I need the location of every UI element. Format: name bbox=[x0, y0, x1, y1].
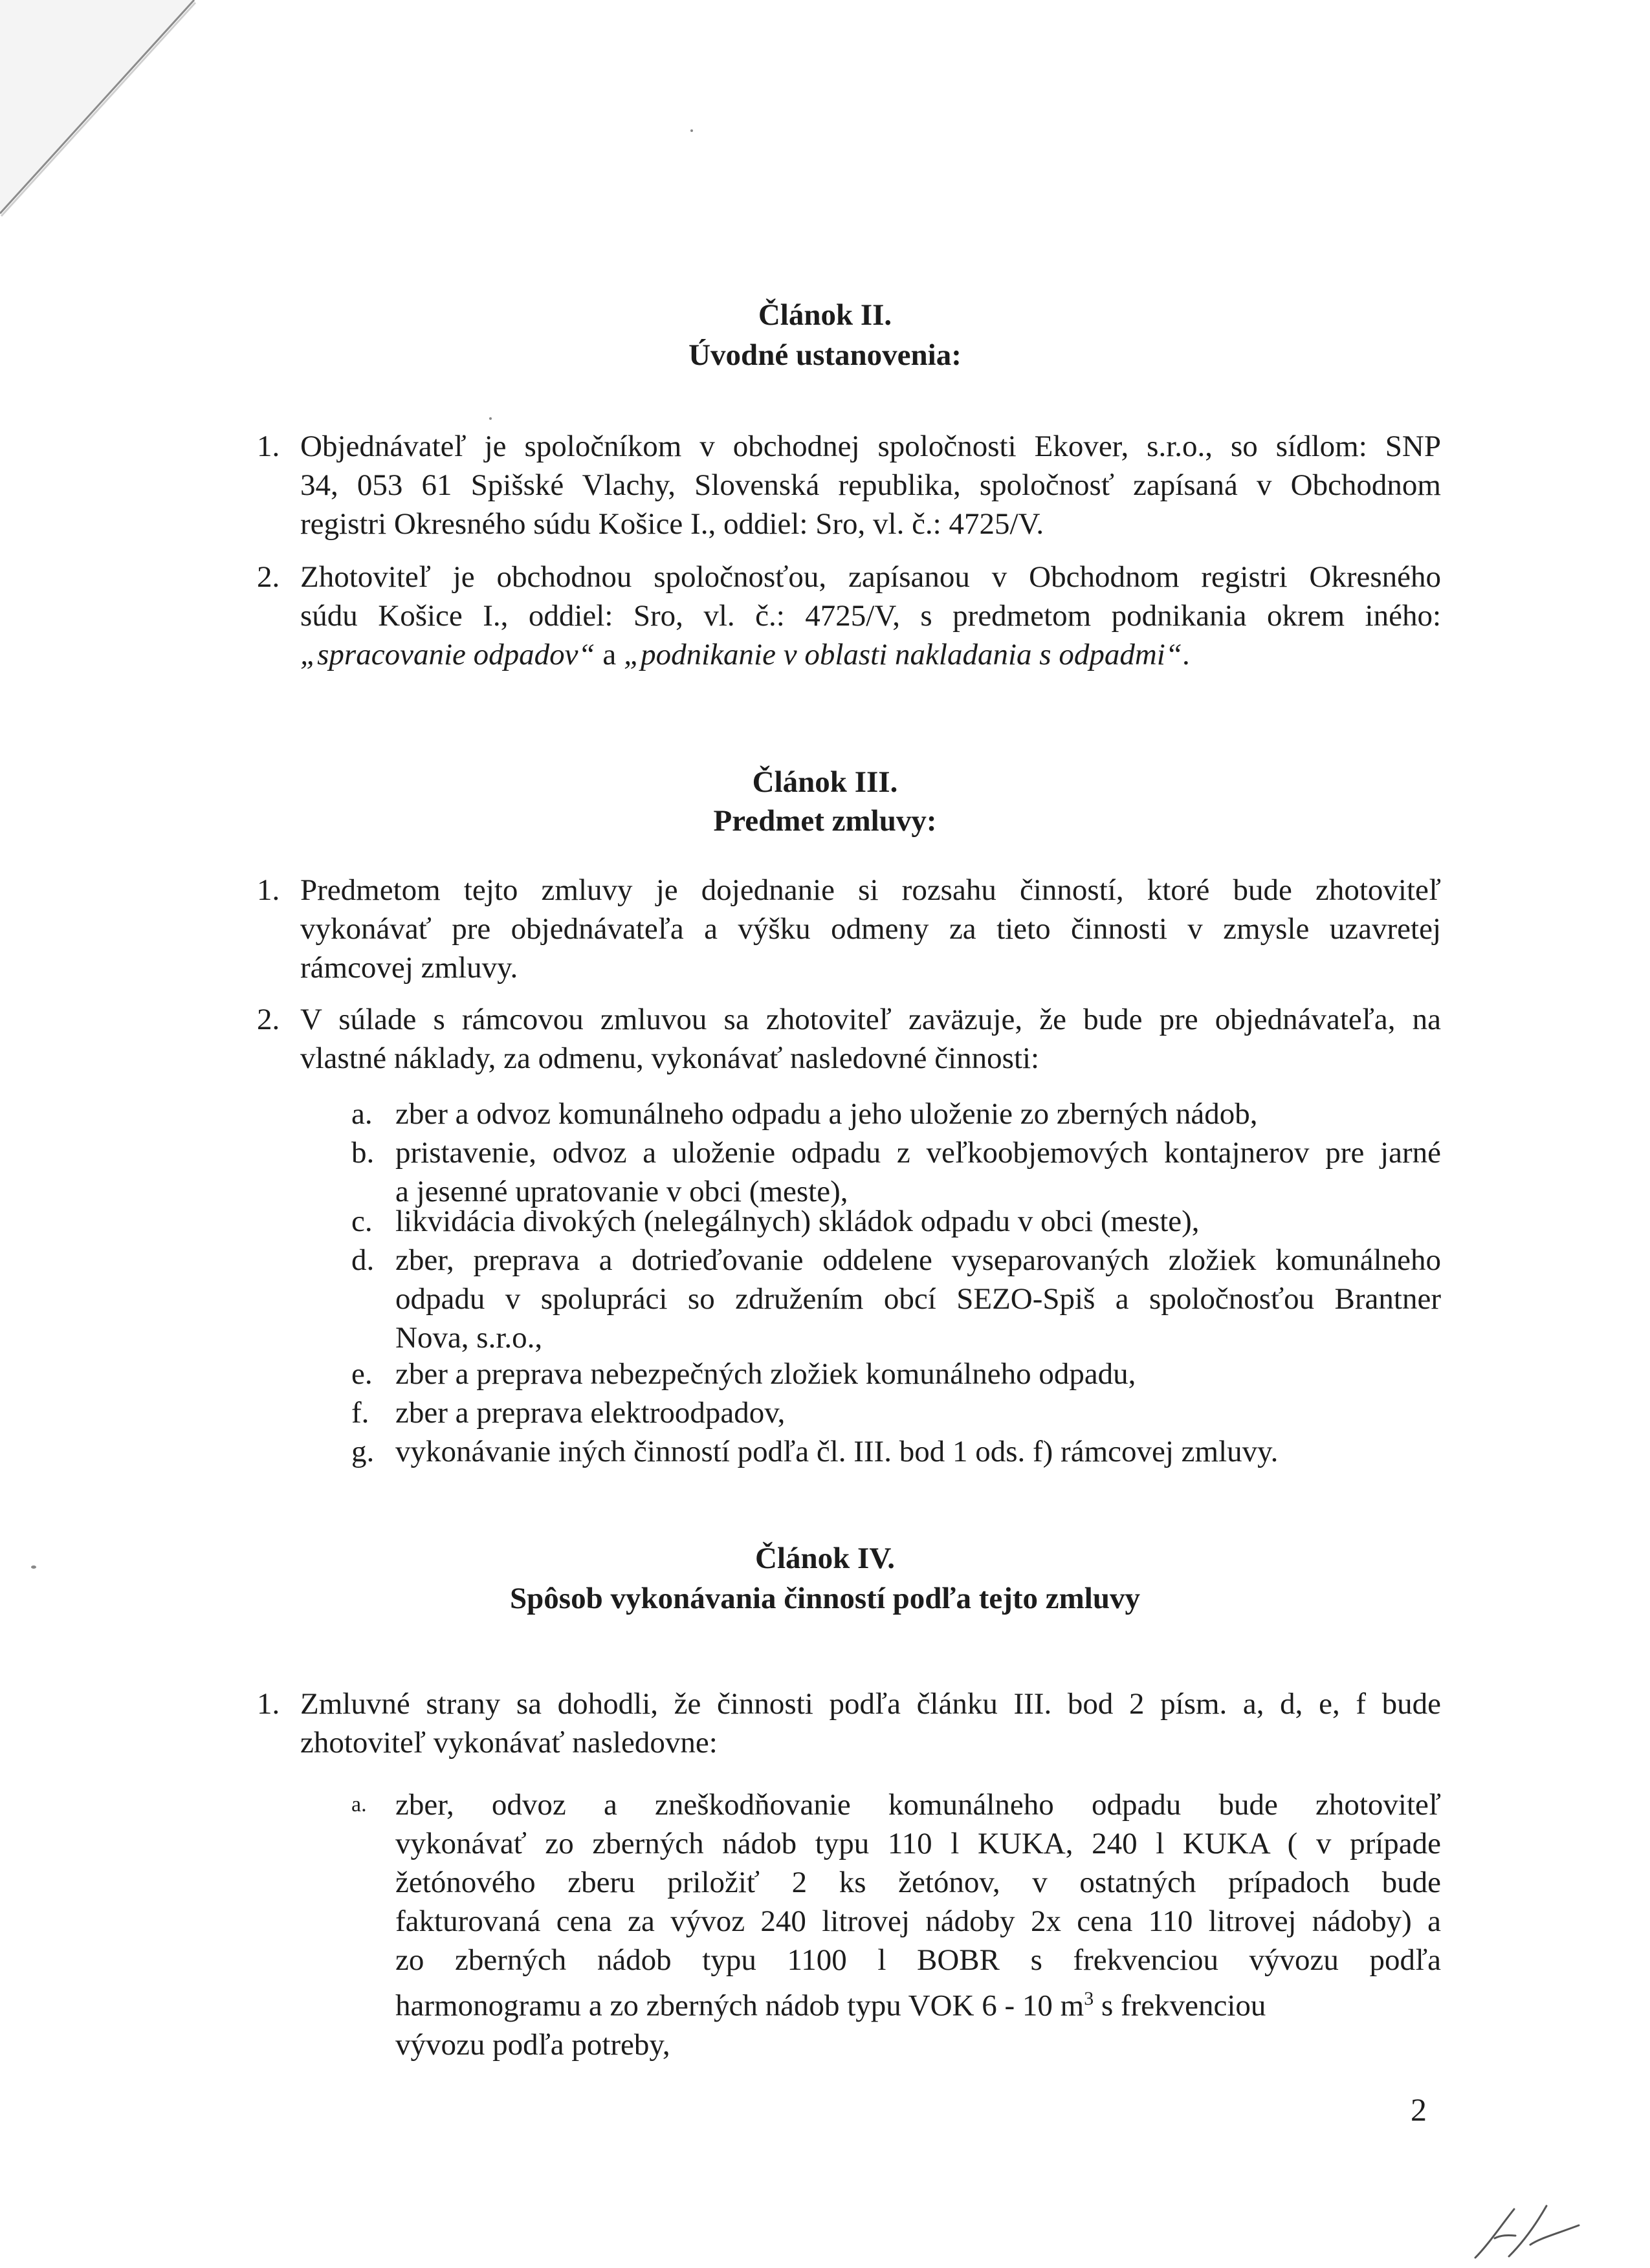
scan-speck bbox=[489, 417, 492, 420]
text-line bbox=[300, 635, 1441, 674]
item-number: 1. bbox=[257, 1687, 280, 1721]
text-fragment: harmonogramu a zo zberných nádob typu VOK 6 - 10 m bbox=[395, 1989, 1084, 2023]
scan-speck bbox=[690, 129, 693, 132]
item-number: 1. bbox=[257, 430, 280, 463]
article-2-title: Článok II. bbox=[758, 298, 892, 332]
text-line: registri Okresného súdu Košice I., oddiel: Sro, vl. č.: 4725/V. bbox=[300, 507, 1044, 541]
superscript: 3 bbox=[1084, 1988, 1094, 2009]
text-line: 34, 053 61 Spišské Vlachy, Slovenská republika, spoločnosť zapísaná v Obchodnom bbox=[300, 468, 1441, 502]
folded-corner bbox=[0, 0, 214, 233]
scan-speck bbox=[31, 1565, 36, 1569]
text-line: vlastné náklady, za odmenu, vykonávať nasledovné činnosti: bbox=[300, 1041, 1040, 1075]
text-line: zhotoviteľ vykonávať nasledovne: bbox=[300, 1726, 718, 1760]
article-3-subtitle: Predmet zmluvy: bbox=[713, 804, 937, 838]
text-line: Zhotoviteľ je obchodnou spoločnosťou, zapísanou v Obchodnom registri Okresného bbox=[300, 560, 1441, 594]
item-number: 1. bbox=[257, 873, 280, 907]
subitem-letter: b. bbox=[351, 1136, 375, 1170]
page-number: 2 bbox=[1411, 2091, 1427, 2128]
subitem-letter: d. bbox=[351, 1243, 375, 1277]
period: . bbox=[1182, 638, 1190, 671]
subitem-letter: a. bbox=[351, 1793, 367, 1816]
text-line: vývozu podľa potreby, bbox=[395, 2027, 670, 2062]
item-number: 2. bbox=[257, 1003, 280, 1036]
text-line: zo zberných nádob typu 1100 l BOBR s frekvenciou vývozu podľa bbox=[395, 1943, 1441, 1977]
text-line: odpadu v spolupráci so združením obcí SEZO-Spiš a spoločnosťou Brantner bbox=[395, 1282, 1441, 1316]
text-line: V súlade s rámcovou zmluvou sa zhotoviteľ zaväzuje, že bude pre objednávateľa, na bbox=[300, 1003, 1441, 1036]
text-line: pristavenie, odvoz a uloženie odpadu z veľkoobjemových kontajnerov pre jarné bbox=[395, 1136, 1441, 1170]
item-number: 2. bbox=[257, 560, 280, 594]
text-line: zber a odvoz komunálneho odpadu a jeho uloženie zo zberných nádob, bbox=[395, 1097, 1258, 1131]
text-line: a jesenné upratovanie v obci (meste), bbox=[395, 1175, 848, 1208]
text-line: vykonávať pre objednávateľa a výšku odmeny za tieto činnosti v zmysle uzavretej bbox=[300, 912, 1441, 946]
text-fragment: s frekvenciou bbox=[1094, 1989, 1266, 2023]
article-4-title: Článok IV. bbox=[755, 1542, 895, 1575]
article-2-subtitle: Úvodné ustanovenia: bbox=[688, 338, 962, 372]
subitem-letter: a. bbox=[351, 1097, 373, 1131]
text-line: rámcovej zmluvy. bbox=[300, 951, 518, 985]
text-line: Nova, s.r.o., bbox=[395, 1321, 543, 1355]
text-line: vykonávať zo zberných nádob typu 110 l KUKA, 240 l KUKA ( v prípade bbox=[395, 1827, 1441, 1860]
subitem-letter: g. bbox=[351, 1435, 375, 1468]
text-line: súdu Košice I., oddiel: Sro, vl. č.: 4725/V, s predmetom podnikania okrem iného: bbox=[300, 599, 1441, 633]
subitem-letter: f. bbox=[351, 1396, 369, 1430]
text-line: zber, odvoz a zneškodňovanie komunálneho odpadu bude zhotoviteľ bbox=[395, 1788, 1441, 1822]
text-line: zber, preprava a dotrieďovanie oddelene vyseparovaných zložiek komunálneho bbox=[395, 1243, 1441, 1277]
text-line bbox=[395, 1979, 1441, 2025]
quoted-activity: „spracovanie odpadov“ bbox=[300, 638, 595, 671]
quoted-activity: „podnikanie v oblasti nakladania s odpadmi“ bbox=[624, 638, 1182, 671]
text-line: Objednávateľ je spoločníkom v obchodnej spoločnosti Ekover, s.r.o., so sídlom: SNP bbox=[300, 430, 1441, 463]
signature-initials bbox=[1469, 2199, 1585, 2264]
text-line: vykonávanie iných činností podľa čl. III. bod 1 ods. f) rámcovej zmluvy. bbox=[395, 1435, 1279, 1468]
subitem-letter: e. bbox=[351, 1357, 373, 1391]
article-4-subtitle: Spôsob vykonávania činností podľa tejto zmluvy bbox=[510, 1582, 1140, 1615]
conjunction: a bbox=[595, 638, 624, 671]
text-line: likvidácia divokých (nelegálnych) skládok odpadu v obci (meste), bbox=[395, 1205, 1200, 1238]
subitem-letter: c. bbox=[351, 1205, 373, 1238]
text-line: zber a preprava nebezpečných zložiek komunálneho odpadu, bbox=[395, 1357, 1136, 1391]
text-line: Zmluvné strany sa dohodli, že činnosti podľa článku III. bod 2 písm. a, d, e, f bude bbox=[300, 1687, 1441, 1721]
article-3-title: Článok III. bbox=[752, 765, 898, 799]
text-line: Predmetom tejto zmluvy je dojednanie si rozsahu činností, ktoré bude zhotoviteľ bbox=[300, 873, 1441, 907]
text-line: zber a preprava elektroodpadov, bbox=[395, 1396, 786, 1430]
text-line: fakturovaná cena za vývoz 240 litrovej nádoby 2x cena 110 litrovej nádoby) a bbox=[395, 1904, 1441, 1938]
text-line: žetónového zberu priložiť 2 ks žetónov, v ostatných prípadoch bude bbox=[395, 1866, 1441, 1899]
